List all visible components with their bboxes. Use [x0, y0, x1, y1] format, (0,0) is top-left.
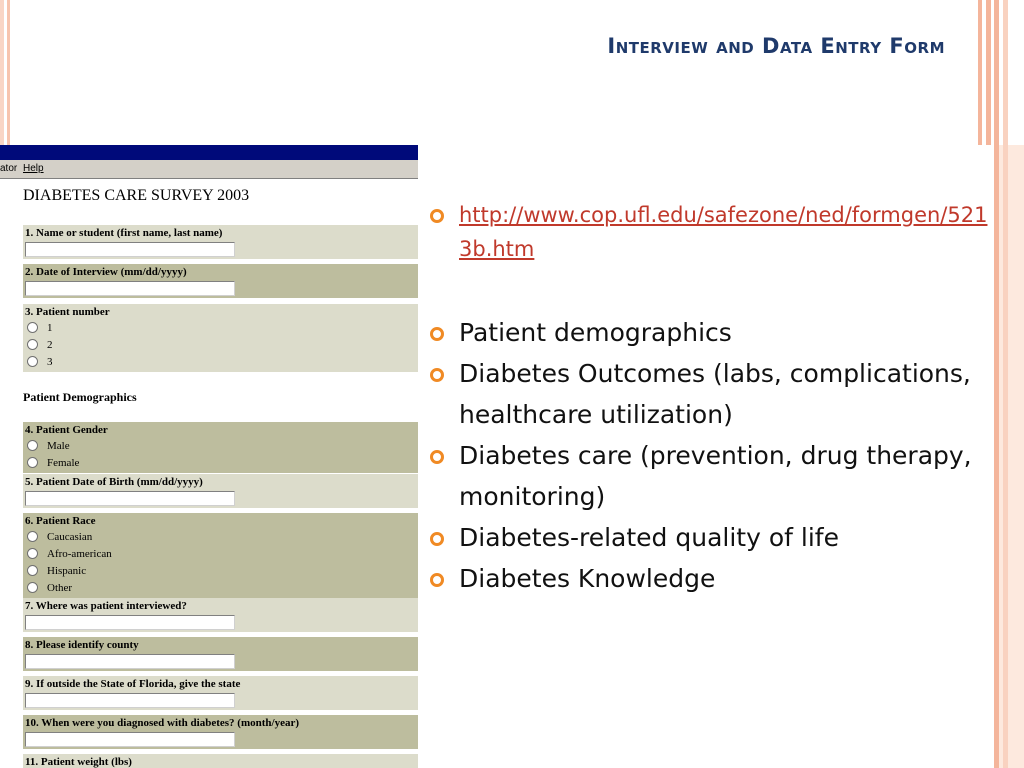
name-input[interactable]	[25, 242, 235, 257]
browser-title-bar	[0, 145, 418, 160]
form-url-link[interactable]: http://www.cop.ufl.edu/safezone/ned/formgen/5213b.htm	[459, 203, 988, 261]
bullet-list	[430, 198, 990, 599]
slide-title: Interview and Data Entry Form	[607, 34, 945, 58]
right-accent-stripe-1	[978, 0, 982, 145]
bullet-item-link	[430, 198, 990, 266]
right-accent-stripe-2	[986, 0, 991, 145]
bullet-item: Diabetes-related quality of life	[430, 517, 990, 558]
radio-option[interactable]: 3	[25, 353, 416, 370]
question-gender	[23, 422, 418, 473]
bullet-item: Patient demographics	[430, 312, 990, 353]
radio-option[interactable]: 1	[25, 319, 416, 336]
question-label: 5. Patient Date of Birth (mm/dd/yyyy)	[25, 476, 203, 488]
question-label: 11. Patient weight (lbs)	[25, 756, 132, 768]
bullet-icon	[430, 450, 444, 464]
radio-option[interactable]: Male	[25, 437, 416, 454]
question-label: 3. Patient number	[25, 306, 110, 318]
county-input[interactable]	[25, 654, 235, 669]
birth-date-input[interactable]	[25, 491, 235, 506]
question-label: 10. When were you diagnosed with diabetes? (month/year)	[25, 717, 299, 729]
question-interview-date	[23, 264, 418, 298]
bullet-item: Diabetes Outcomes (labs, complications, healthcare utilization)	[430, 353, 990, 435]
radio-option[interactable]: Caucasian	[25, 528, 416, 545]
question-patient-number	[23, 304, 418, 372]
bullet-icon	[430, 327, 444, 341]
question-county	[23, 637, 418, 671]
radio-option[interactable]: Other	[25, 579, 416, 596]
question-diagnosis-date	[23, 715, 418, 749]
question-interview-location	[23, 598, 418, 632]
menu-item-help[interactable]: Help	[23, 163, 44, 174]
browser-menu-bar	[0, 160, 418, 179]
question-race	[23, 513, 418, 598]
bullet-icon	[430, 532, 444, 546]
radio-button[interactable]	[27, 356, 38, 367]
question-label: 7. Where was patient interviewed?	[25, 600, 187, 612]
bullet-item: Diabetes care (prevention, drug therapy, monitoring)	[430, 435, 990, 517]
interview-location-input[interactable]	[25, 615, 235, 630]
state-input[interactable]	[25, 693, 235, 708]
question-name	[23, 225, 418, 259]
radio-button[interactable]	[27, 548, 38, 559]
left-accent-stripe	[0, 0, 4, 145]
radio-button[interactable]	[27, 440, 38, 451]
question-label: 9. If outside the State of Florida, give the state	[25, 678, 241, 690]
radio-option[interactable]: Afro-american	[25, 545, 416, 562]
question-state	[23, 676, 418, 710]
radio-option[interactable]: Female	[25, 454, 416, 471]
question-birth-date	[23, 474, 418, 508]
question-label: 2. Date of Interview (mm/dd/yyyy)	[25, 266, 187, 278]
question-label: 1. Name or student (first name, last name)	[25, 227, 223, 239]
bullet-item: Diabetes Knowledge	[430, 558, 990, 599]
radio-button[interactable]	[27, 457, 38, 468]
question-label: 6. Patient Race	[25, 515, 96, 527]
question-label: 8. Please identify county	[25, 639, 139, 651]
form-title: DIABETES CARE SURVEY 2003	[23, 187, 250, 204]
radio-button[interactable]	[27, 565, 38, 576]
section-heading: Patient Demographics	[23, 390, 137, 404]
radio-button[interactable]	[27, 322, 38, 333]
radio-button[interactable]	[27, 582, 38, 593]
menu-item-navigator[interactable]: ator	[0, 163, 18, 174]
right-accent-stripe-4	[1003, 0, 1008, 768]
question-weight	[23, 754, 418, 768]
bullet-icon	[430, 209, 444, 223]
radio-option[interactable]: Hispanic	[25, 562, 416, 579]
radio-option[interactable]: 2	[25, 336, 416, 353]
bullet-icon	[430, 368, 444, 382]
browser-window	[0, 145, 418, 768]
diagnosis-date-input[interactable]	[25, 732, 235, 747]
radio-button[interactable]	[27, 531, 38, 542]
right-accent-stripe-3	[994, 0, 999, 768]
question-label: 4. Patient Gender	[25, 424, 108, 436]
radio-button[interactable]	[27, 339, 38, 350]
bullet-icon	[430, 573, 444, 587]
interview-date-input[interactable]	[25, 281, 235, 296]
left-accent-stripe-2	[7, 0, 10, 145]
